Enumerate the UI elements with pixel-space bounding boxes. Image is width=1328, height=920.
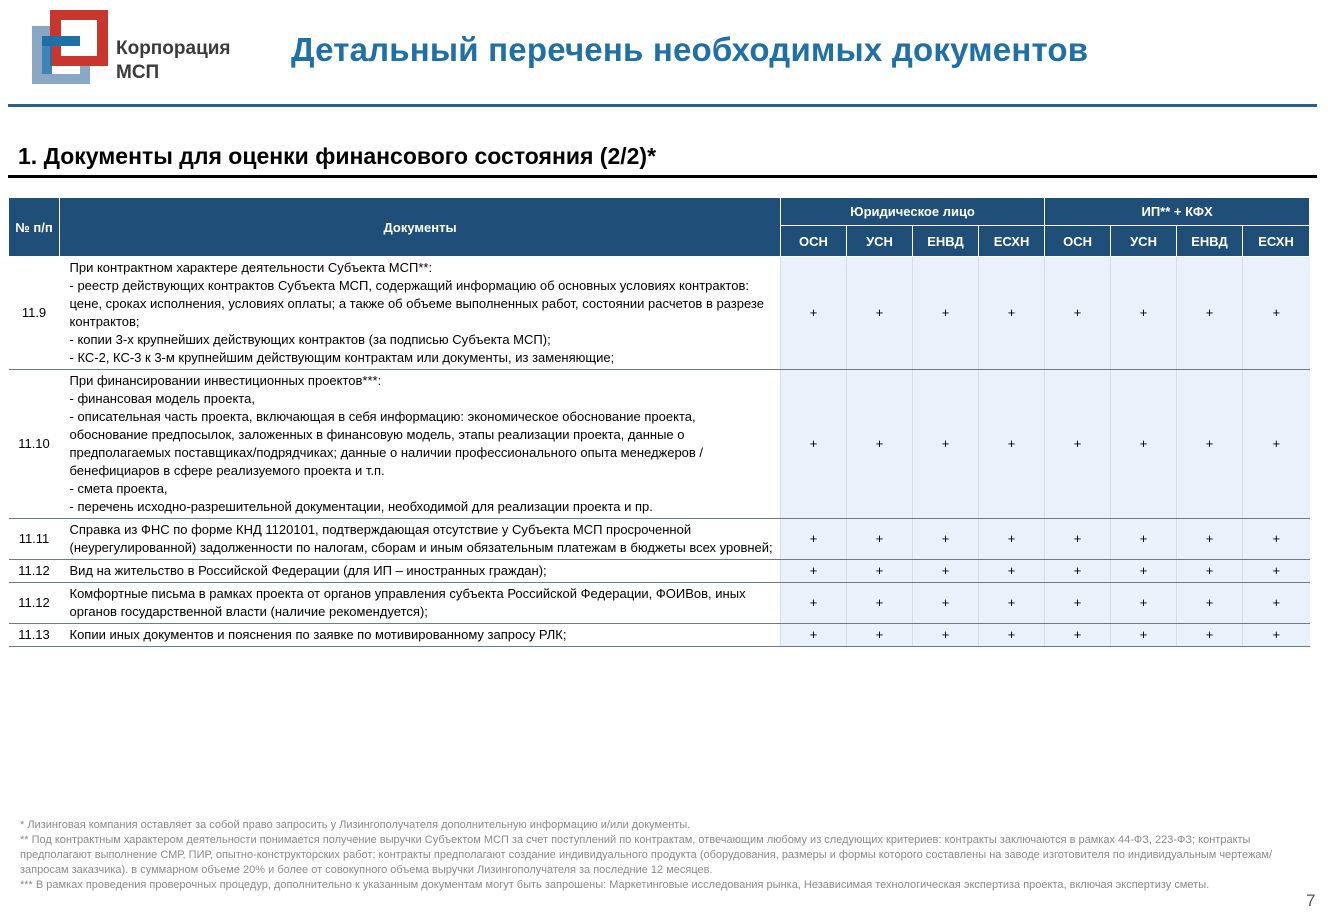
logo-line1: Корпорация (116, 38, 231, 59)
table-row (9, 560, 1310, 583)
row-number: 11.11 (9, 519, 60, 560)
row-mark: + (1243, 560, 1310, 583)
row-mark: + (1045, 624, 1111, 647)
table-row (9, 624, 1310, 647)
row-mark: + (781, 583, 847, 624)
row-mark: + (979, 560, 1045, 583)
header-group-ip: ИП** + КФХ (1045, 198, 1310, 226)
row-mark: + (1177, 560, 1243, 583)
row-mark: + (847, 624, 913, 647)
row-mark: + (1243, 583, 1310, 624)
row-mark: + (913, 560, 979, 583)
documents-table (8, 197, 1310, 647)
page-title: Детальный перечень необходимых документов (291, 31, 1089, 68)
logo-line2: МСП (116, 62, 160, 83)
logo-wordmark (116, 37, 231, 85)
row-mark: + (979, 257, 1045, 370)
row-mark: + (847, 519, 913, 560)
header-documents: Документы (60, 198, 781, 257)
table-row (9, 519, 1310, 560)
header-legal-usn: УСН (847, 226, 913, 257)
header-ip-usn: УСН (1111, 226, 1177, 257)
header-ip-osn: ОСН (1045, 226, 1111, 257)
header-legal-osn: ОСН (781, 226, 847, 257)
row-mark: + (1177, 370, 1243, 519)
table-row (9, 370, 1310, 519)
row-mark: + (847, 583, 913, 624)
row-mark: + (1111, 257, 1177, 370)
row-mark: + (979, 624, 1045, 647)
row-number: 11.9 (9, 257, 60, 370)
section-divider (8, 175, 1317, 178)
row-mark: + (1243, 519, 1310, 560)
row-mark: + (979, 519, 1045, 560)
row-document-text: Вид на жительство в Российской Федерации (для ИП – иностранных граждан); (60, 560, 781, 583)
row-document-text: Справка из ФНС по форме КНД 1120101, подтверждающая отсутствие у Субъекта МСП просроченной (неурегулированной) задолженности по налогам, сборам и иным обязательным платежам в бюджеты всех уровней; (60, 519, 781, 560)
row-mark: + (913, 583, 979, 624)
header-num: № п/п (9, 198, 60, 257)
footnote-2: ** Под контрактным характером деятельности понимается получение выручки Субъектом МСП за счет поступлений по контрактам, отвечающим любому из следующих критериев: контракты заключаются в рамках 44-ФЗ, 223-ФЗ; контракты предполагают выполнение СМР, ПИР, опытно-конструкторских работ; контракты предполагают создание индивидуального продукта (оборудования, размеры и формы которого составлены на заводе изготовителя по индивидуальным чертежам/ запросам заказчика). в суммарном объеме 20% и более от совокупного объема выручки Лизингополучателя за последние 12 месяцев. (20, 834, 1273, 876)
header-legal-eskhn: ЕСХН (979, 226, 1045, 257)
row-document-text: Копии иных документов и пояснения по заявке по мотивированному запросу РЛК; (60, 624, 781, 647)
row-mark: + (1243, 257, 1310, 370)
row-number: 11.10 (9, 370, 60, 519)
row-mark: + (1111, 560, 1177, 583)
row-mark: + (1045, 257, 1111, 370)
row-mark: + (913, 370, 979, 519)
row-document-text: При контрактном характере деятельности Субъекта МСП**: - реестр действующих контрактов Субъекта МСП, содержащий информацию об основных условиях контрактов: цене, сроках исполнения, условиях оплаты; а также об объеме выполненных работ, состоянии расчетов в разрезе контрактов; - копии 3-х крупнейших действующих контрактов (за подписью Субъекта МСП); - КС-2, КС-3 к 3-м крупнейшим действующим контрактам или документы, из заменяющие; (60, 257, 781, 370)
row-number: 11.12 (9, 583, 60, 624)
row-mark: + (913, 624, 979, 647)
table-row (9, 257, 1310, 370)
row-mark: + (1111, 583, 1177, 624)
row-document-text: Комфортные письма в рамках проекта от органов управления субъекта Российской Федерации, ФОИВов, иных органов государственной власти (наличие рекомендуется); (60, 583, 781, 624)
row-mark: + (847, 560, 913, 583)
row-mark: + (979, 370, 1045, 519)
row-mark: + (1177, 519, 1243, 560)
row-mark: + (1177, 624, 1243, 647)
header-divider (8, 104, 1317, 107)
page-number: 7 (1306, 891, 1316, 910)
header-legal-envd: ЕНВД (913, 226, 979, 257)
row-mark: + (1111, 519, 1177, 560)
row-mark: + (1177, 583, 1243, 624)
row-mark: + (781, 560, 847, 583)
row-mark: + (781, 624, 847, 647)
footnotes (20, 818, 1282, 893)
header-ip-eskhn: ЕСХН (1243, 226, 1310, 257)
row-number: 11.13 (9, 624, 60, 647)
row-mark: + (1045, 560, 1111, 583)
row-mark: + (1045, 583, 1111, 624)
row-mark: + (1243, 624, 1310, 647)
row-mark: + (1111, 624, 1177, 647)
row-mark: + (1045, 370, 1111, 519)
footnote-3: *** В рамках проведения проверочных процедур, дополнительно к указанным документам могут быть запрошены: Маркетинговые исследования рынка, Независимая технологическая экспертиза проекта, включая экспертизу сметы. (20, 879, 1210, 891)
section-title: 1. Документы для оценки финансового состояния (2/2)* (18, 143, 657, 169)
row-document-text: При финансировании инвестиционных проектов***: - финансовая модель проекта, - описательная часть проекта, включающая в себя информацию: экономическое обоснование проекта, обоснование предпосылок, заложенных в финансовую модель, этапы реализации проекта, данные о предполагаемых поставщиках/подрядчиках; данные о наличии профессионального опыта менеджеров /бенефициаров в сфере реализуемого проекта и т.п. - смета проекта, - перечень исходно-разрешительной документации, необходимой для реализации проекта и пр. (60, 370, 781, 519)
header-ip-envd: ЕНВД (1177, 226, 1243, 257)
corporation-msp-logo (32, 10, 108, 84)
row-mark: + (781, 370, 847, 519)
row-number: 11.12 (9, 560, 60, 583)
row-mark: + (1045, 519, 1111, 560)
row-mark: + (1243, 370, 1310, 519)
row-mark: + (1177, 257, 1243, 370)
table-row (9, 583, 1310, 624)
row-mark: + (1111, 370, 1177, 519)
row-mark: + (979, 583, 1045, 624)
footnote-1: * Лизинговая компания оставляет за собой право запросить у Лизингополучателя дополнительную информацию и/или документы. (20, 819, 691, 831)
header-group-legal: Юридическое лицо (781, 198, 1045, 226)
row-mark: + (913, 257, 979, 370)
row-mark: + (781, 519, 847, 560)
row-mark: + (913, 519, 979, 560)
row-mark: + (847, 370, 913, 519)
row-mark: + (847, 257, 913, 370)
row-mark: + (781, 257, 847, 370)
